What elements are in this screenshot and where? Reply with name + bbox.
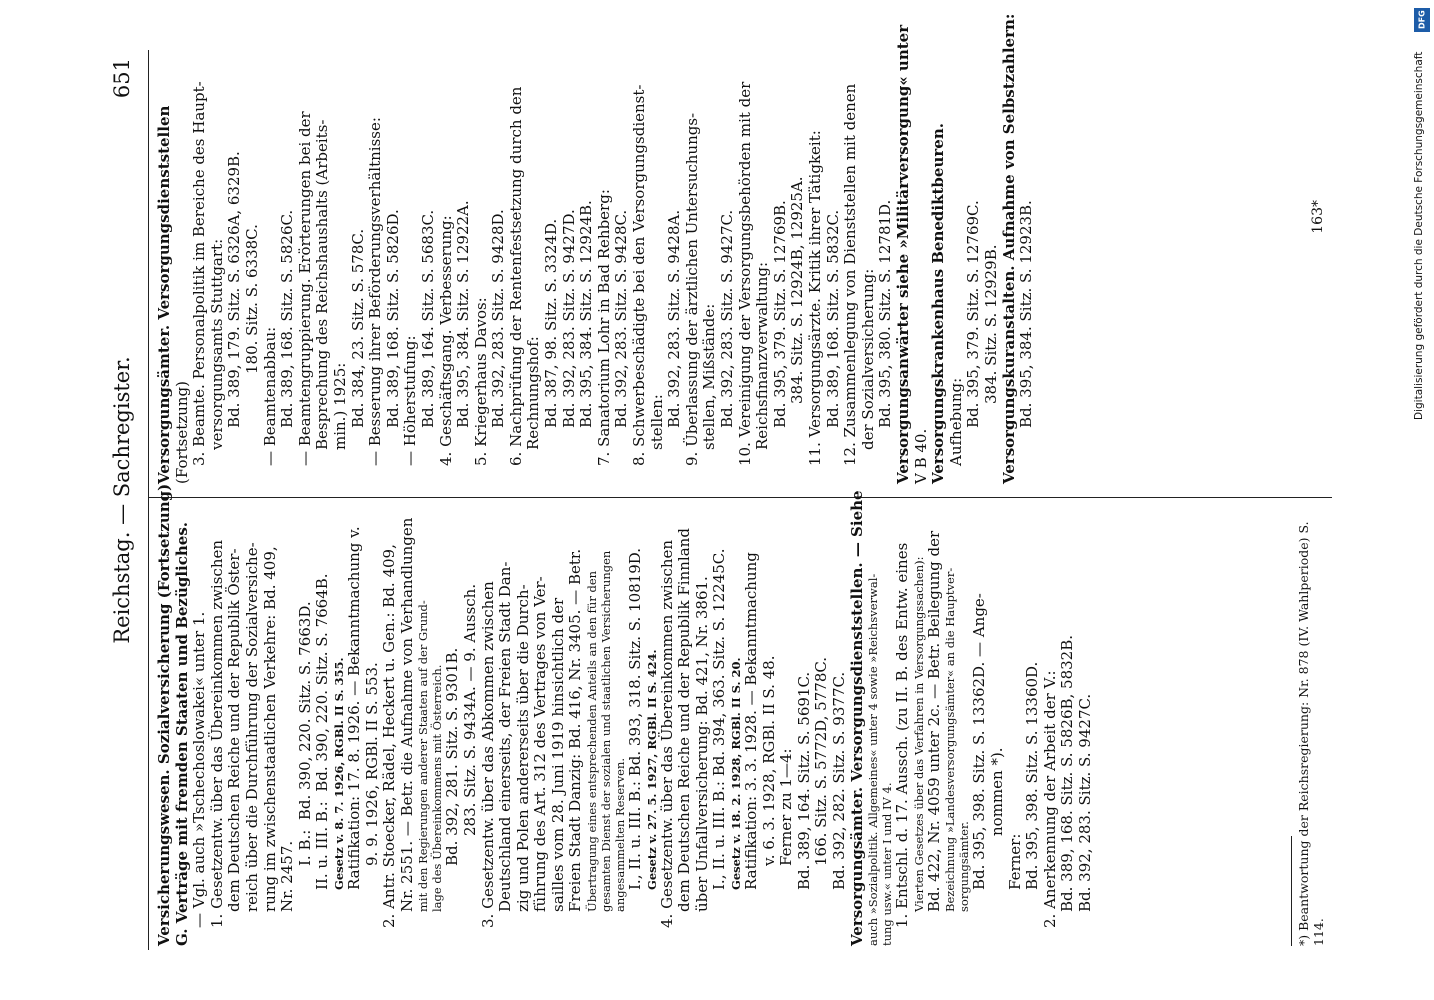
index-line: Bd. 395, 380. Sitz. S. 12781D.: [876, 199, 895, 428]
index-line: 9. Überlassung der ärztlichen Untersuchungs-: [682, 112, 701, 466]
page-header: [108, 50, 142, 950]
index-line: Rechnungshof:: [524, 336, 543, 450]
index-line: Deutschland einerseits, der Freien Stadt Dan-: [496, 561, 515, 912]
index-line: Vierten Gesetzes über das Verfahren in Versorgungssachen):: [911, 556, 926, 912]
index-line: Bd. 387, 98. Sitz. S. 3324D.: [542, 218, 561, 428]
index-line: 1. Gesetzentw. über das Übereinkommen zwischen: [207, 539, 226, 928]
index-line: der Sozialversicherung:: [858, 268, 877, 450]
index-line: auch »Sozialpolitik. Allgemeines« unter 4 sowie »Reichsverwal-: [866, 573, 881, 946]
index-line: Bd. 392, 283. Sitz. S. 9428C.: [612, 209, 631, 428]
index-line: v. 6. 3. 1928, RGBl. II S. 48.: [759, 655, 778, 866]
index-line: 180. Sitz. S. 6338C.: [242, 224, 261, 374]
index-line: sailles vom 28. Juni 1919 hinsichtlich der: [548, 597, 567, 912]
index-line: 3. Beamte. Personalpolitik im Bereiche des Haupt-: [190, 81, 209, 466]
index-line: 2. Antr. Stoecker, Rädel, Heckert u. Gen.: Bd. 409,: [380, 544, 399, 928]
index-line: reich über die Durchführung der Sozialversiche-: [242, 542, 261, 912]
index-line: sorgungsämter.: [957, 821, 972, 912]
index-line: 10. Vereinigung der Versorgungsbehörden mit der: [735, 81, 754, 466]
index-line: Versorgungsanwärter siehe »Militärversorgung« unter: [893, 24, 912, 484]
index-line: Bd. 389, 168. Sitz. S. 5826C.: [278, 209, 297, 428]
index-line: Bd. 422, Nr. 4059 unter 2c. — Betr. Beilegung der: [924, 530, 943, 912]
index-line: Gesetz v. 27. 5. 1927, RGBl. II S. 424.: [644, 649, 659, 890]
index-line: — Beamtengruppierung. Erörterungen bei der: [295, 111, 314, 466]
index-line: 9. 9. 1926, RGBl. II S. 553.: [362, 662, 381, 866]
index-line: Bd. 395, 384. Sitz. S. 12922A.: [454, 200, 473, 428]
index-line: Nr. 2457.: [278, 840, 297, 912]
index-line: — Besserung ihrer Beförderungsverhältnisse:: [366, 117, 385, 466]
index-line: Bd. 395, 398. Sitz. S. 13362D. — Ange-: [970, 593, 989, 890]
index-line: — Beamtenabbau:: [260, 326, 279, 466]
index-line: Bd. 392, 283. Sitz. S. 9427D.: [559, 209, 578, 428]
column-divider: [148, 497, 1332, 498]
document-page: [102, 13, 1332, 950]
index-line: 283. Sitz. S. 9434A. — 9. Aussch.: [460, 583, 479, 836]
index-line: 12. Zusammenlegung von Dienststellen mit denen: [841, 83, 860, 466]
index-line: 384. Sitz. S. 12929B.: [981, 244, 1000, 404]
index-line: stellen:: [647, 394, 666, 450]
footnote: *) Beantwortung der Reichsregierung: Nr. 878 (IV. Wahlperiode) S. 114.: [1296, 521, 1326, 946]
index-line: I. B.: Bd. 390, 220. Sitz. S. 7663D.: [295, 601, 314, 866]
index-line: führung des Art. 312 des Vertrages von Ver-: [531, 576, 550, 912]
index-line: Bd. 392, 283. Sitz. S. 9428D.: [489, 209, 508, 428]
index-line: dem Deutschen Reiche und der Republik Öster-: [225, 548, 244, 912]
index-line: lage des Übereinkommens mit Österreich.: [430, 664, 445, 912]
index-line: 384. Sitz. S. 12924B, 12925A.: [788, 176, 807, 404]
index-line: — Höherstufung:: [401, 335, 420, 466]
index-line: Bd. 389, 168. Sitz. S. 5826B, 5832B.: [1058, 634, 1077, 912]
index-line: Bd. 384, 23. Sitz. S. 578C.: [348, 228, 367, 428]
index-line: Bd. 395, 398. Sitz. S. 13360D.: [1023, 661, 1042, 890]
index-line: Bd. 389, 164. Sitz. S. 5683C.: [418, 209, 437, 428]
index-line: I., II. u. III. B.: Bd. 393, 318. Sitz. S. 10819D.: [626, 547, 645, 890]
index-line: 3. Gesetzentw. über das Abkommen zwischen: [478, 581, 497, 928]
index-line: stellen, Mißstände:: [700, 303, 719, 450]
index-line: (Fortsetzung): [172, 381, 191, 484]
index-line: Bd. 389, 168. Sitz. S. 5826D.: [383, 209, 402, 428]
index-line: 8. Schwerbeschädigte bei den Versorgungsdienst-: [630, 84, 649, 466]
index-line: Gesetz v. 18. 2. 1928, RGBl. II S. 20.: [729, 657, 744, 890]
index-line: Ferner zu 1—4:: [777, 748, 796, 866]
index-line: Bd. 392, 281. Sitz. S. 9301B.: [443, 647, 462, 866]
funding-credit: Digitalisierung gefördert durch die Deutsche Forschungsgemeinschaft: [1413, 51, 1425, 420]
index-line: 1. Entschl. d. 17. Aussch. (zu II. B. des Entw. eines: [893, 542, 912, 928]
index-line: Aufhebung:: [946, 377, 965, 466]
digitization-sidebar: [1411, 0, 1433, 1000]
index-line: V B 40.: [911, 428, 930, 484]
index-line: tung usw.« unter I und IV 4.: [880, 782, 895, 946]
index-line: 166. Sitz. S. 5772D, 5778C.: [812, 656, 831, 866]
index-line: — Vgl. auch »Tschechoslowakei« unter 1.: [190, 611, 209, 928]
index-line: Ferner:: [1005, 833, 1024, 890]
index-line: Bd. 392, 283. Sitz. S. 9427C.: [1075, 693, 1094, 912]
index-line: rung im zwischenstaatlichen Verkehre: Bd. 409,: [260, 546, 279, 912]
index-line: zig und Polen andererseits über die Durch-: [513, 584, 532, 912]
signature-mark: 163*: [1310, 200, 1326, 234]
index-line: 4. Geschäftsgang. Verbesserung:: [436, 215, 455, 466]
index-line: Versorgungsämter. Versorgungsdienststellen. — Siehe: [847, 490, 866, 946]
index-line: Bd. 392, 282. Sitz. S. 9377C.: [830, 671, 848, 890]
index-line: 11. Versorgungsärzte. Kritik ihrer Tätigkeit:: [805, 130, 824, 466]
index-line: dem Deutschen Reiche und der Republik Finnland: [675, 528, 694, 912]
index-line: min.) 1925:: [330, 362, 349, 450]
index-line: 2. Anerkennung der Arbeit der V.:: [1040, 670, 1059, 928]
index-line: Bd. 395, 384. Sitz. S. 12924B.: [577, 200, 596, 428]
index-line: Reichsfinanzverwaltung:: [753, 261, 772, 450]
left-column: [155, 483, 1095, 946]
index-line: Nr. 2551. — Betr. die Aufnahme von Verhandlungen: [397, 517, 416, 912]
index-line: 7. Sanatorium Lohr in Bad Rehberg:: [594, 189, 613, 466]
index-line: II. u. III. B.: Bd. 390, 220. Sitz. S. 7664B.: [313, 573, 332, 890]
index-line: nommen *).: [987, 747, 1006, 836]
dfg-logo: DFG: [1414, 8, 1430, 32]
index-line: über Unfallversicherung: Bd. 421, Nr. 3861.: [692, 576, 711, 912]
index-line: Bd. 395, 379. Sitz. S. 12769B.: [770, 200, 789, 428]
index-line: Versorgungsämter. Versorgungsdienststellen: [155, 105, 173, 484]
index-line: I., II. u. III. B.: Bd. 394, 363. Sitz. S. 12245C.: [710, 548, 729, 890]
index-line: gesamten Dienst der sozialen und staatlichen Versicherungen: [599, 550, 614, 912]
index-line: 4. Gesetzentw. über das Übereinkommen zwischen: [657, 539, 676, 928]
index-line: Bd. 392, 283. Sitz. S. 9427C.: [718, 209, 736, 428]
index-line: Übertragung eines entsprechenden Anteils an den für den: [585, 570, 600, 912]
index-line: Freien Stadt Danzig: Bd. 416, Nr. 3405. — Betr.: [566, 548, 585, 912]
index-line: versorgungsamts Stuttgart:: [207, 238, 226, 450]
footnote-rule: [1291, 836, 1292, 946]
index-line: Bd. 389, 168. Sitz. S. 5832C.: [823, 209, 842, 428]
index-line: Versicherungswesen. Sozialversicherung (Fortsetzung): [155, 483, 173, 946]
index-line: G. Verträge mit fremden Staaten und Bezügliches.: [172, 522, 191, 946]
index-line: Bd. 389, 179. Sitz. S. 6326A, 6329B.: [225, 151, 244, 428]
index-line: Bd. 395, 379. Sitz. S. 12769C.: [964, 200, 983, 428]
index-line: Bd. 395, 384. Sitz. S. 12923B.: [1017, 200, 1036, 428]
index-line: Versorgungskrankenhaus Benediktbeuren.: [929, 123, 948, 484]
index-line: 5. Kriegerhaus Davos:: [471, 297, 490, 466]
index-line: Gesetz v. 8. 7. 1926, RGBl. II S. 355.: [331, 657, 346, 890]
index-line: Bezeichnung »Landesversorgungsämter« an die Hauptver-: [943, 567, 958, 912]
index-line: Besprechung des Reichshaushalts (Arbeits-: [313, 119, 332, 450]
page-number: 651: [110, 58, 134, 99]
index-line: Ratifikation: 17. 8. 1926. — Bekanntmachung v.: [344, 526, 363, 890]
header-rule: [148, 50, 149, 950]
index-line: Bd. 389, 164. Sitz. S. 5691C.: [794, 671, 813, 890]
right-column: [155, 13, 1036, 484]
running-title: Reichstag. — Sachregister.: [110, 356, 134, 644]
index-line: Ratifikation: 3. 3. 1928. — Bekanntmachung: [742, 552, 761, 890]
index-line: mit den Regierungen anderer Staaten auf der Grund-: [416, 600, 431, 912]
index-line: Bd. 392, 283. Sitz. S. 9428A.: [665, 209, 684, 428]
index-line: angesammelten Reserven.: [613, 757, 628, 912]
index-line: 6. Nachprüfung der Rentenfestsetzung durch den: [506, 86, 525, 466]
index-line: Versorgungskuranstalten. Aufnahme von Selbstzahlern:: [999, 13, 1018, 484]
